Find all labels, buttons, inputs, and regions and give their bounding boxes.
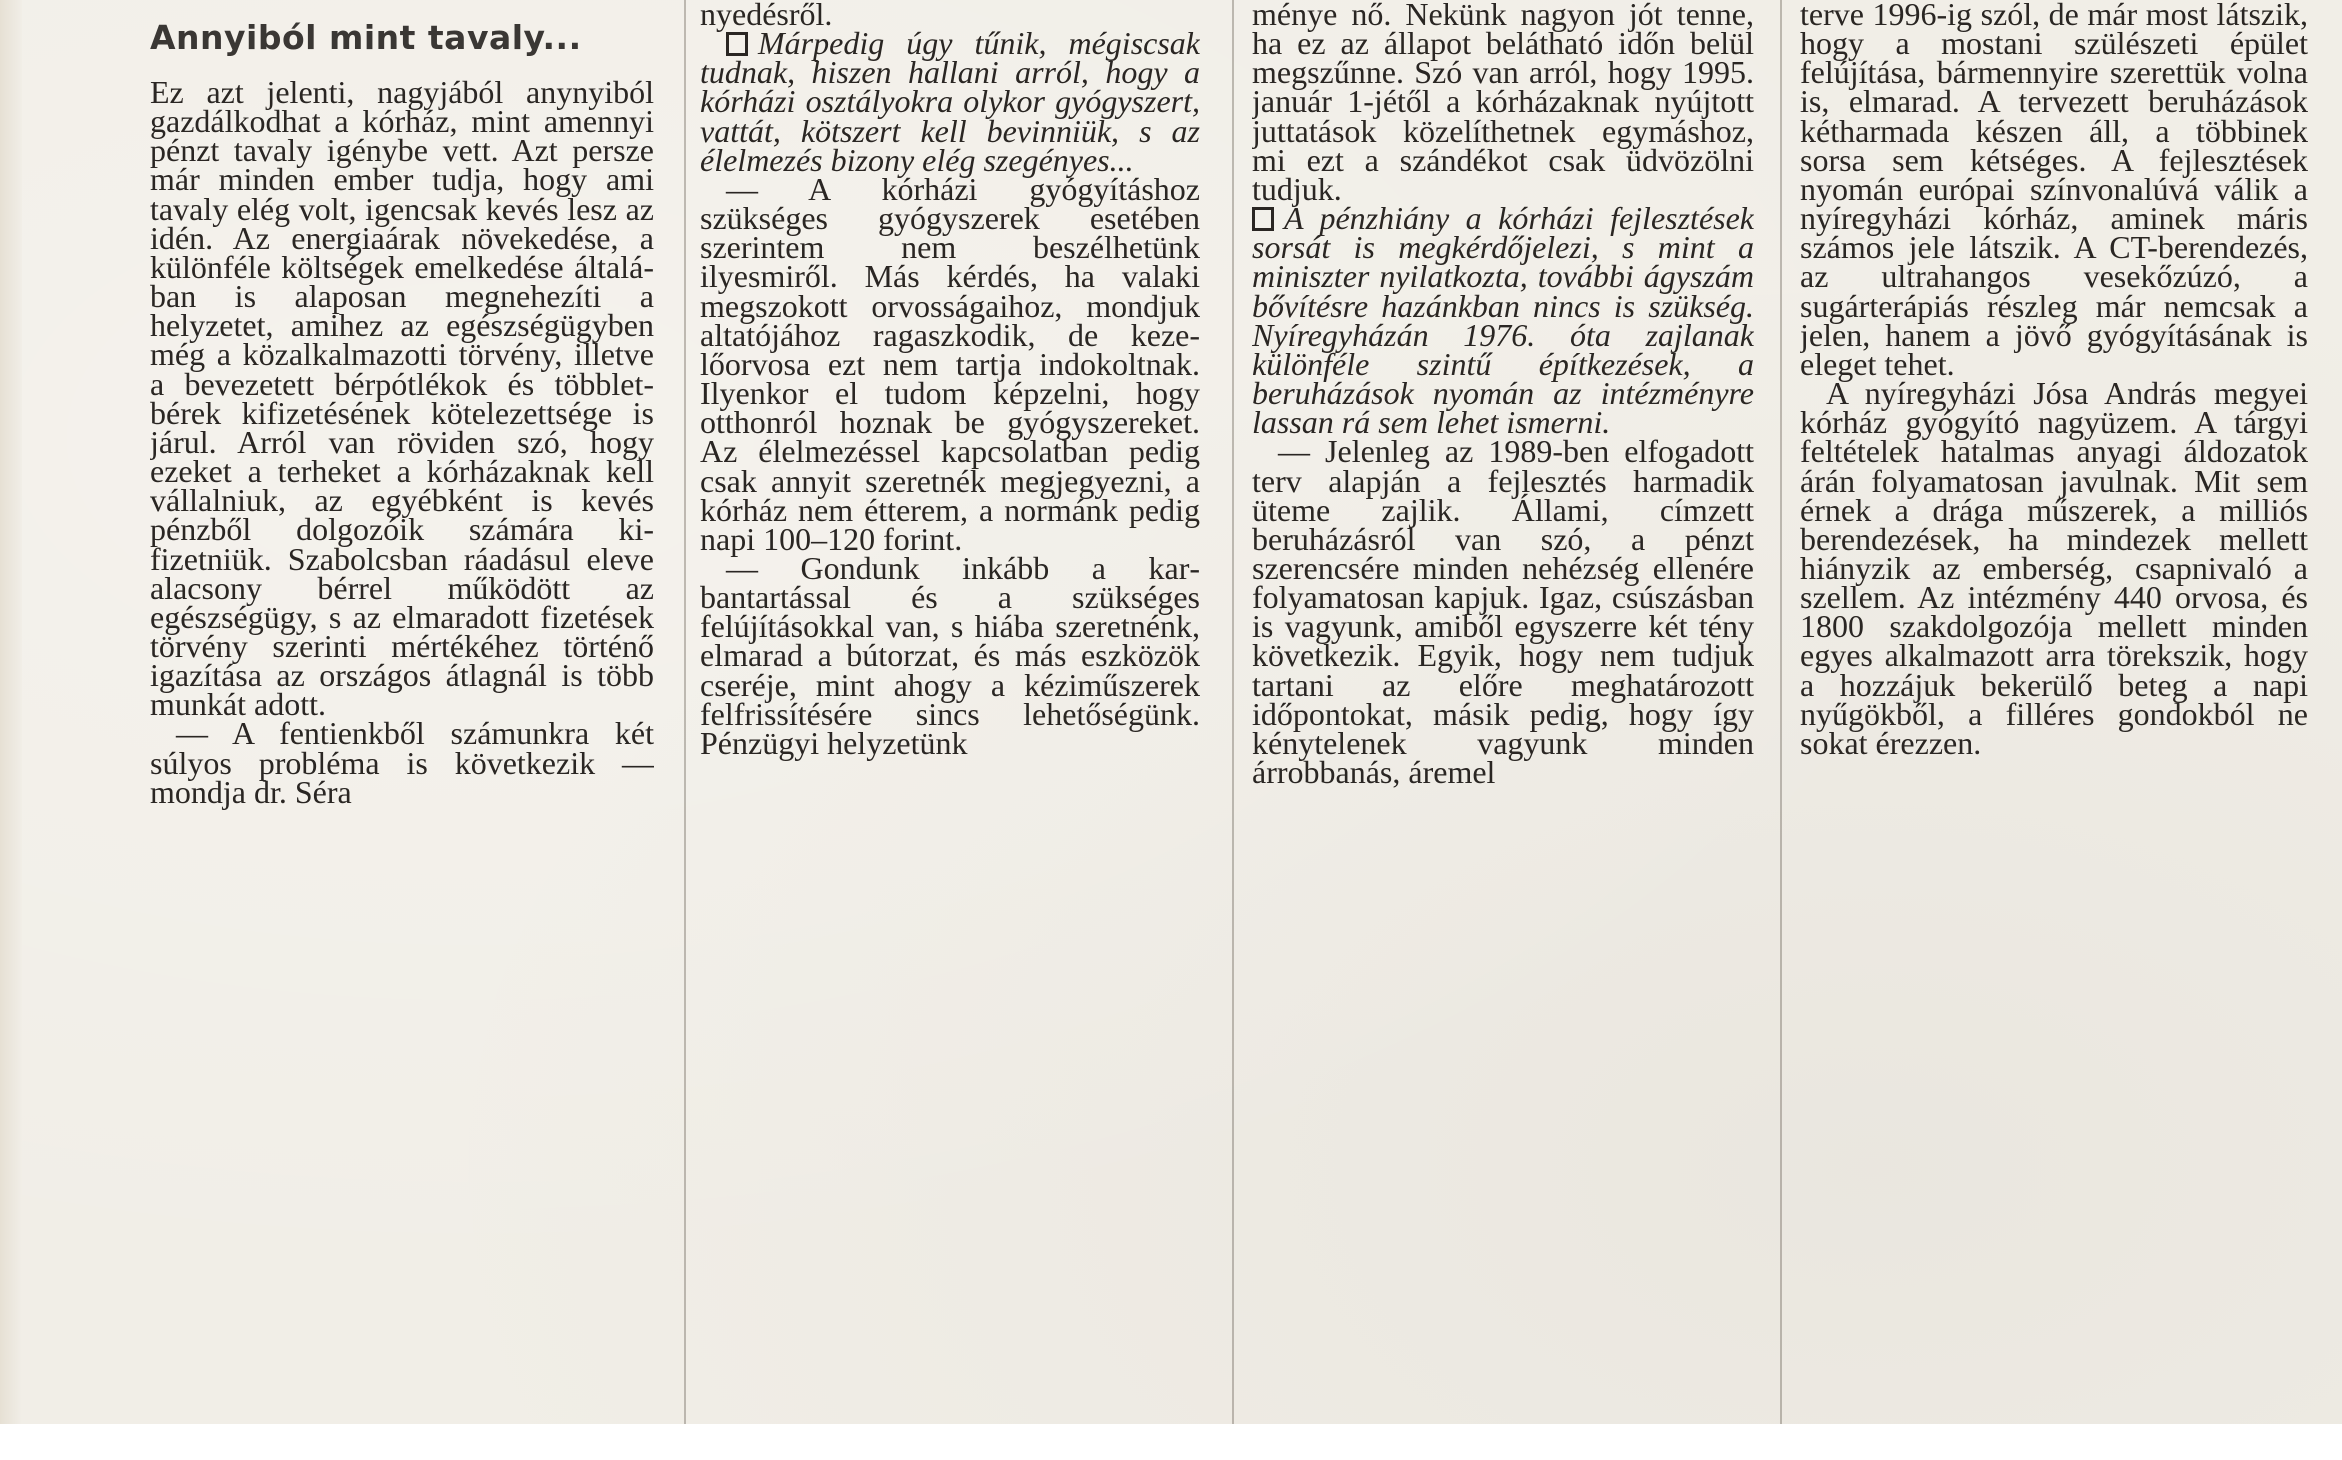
scan-bottom-margin <box>0 1424 2342 1460</box>
scan-edge <box>0 0 22 1460</box>
column-rule <box>1780 0 1782 1424</box>
body-paragraph: A nyíregyházi Jósa András megyei kórház gyógyító nagyüzem. A tárgyi feltételek hatalmas anyagi áldozatok árán folyamatosan javulnak. Mit sem érnek a drága műszerek, a milliós berendezések, ha mindezek mellett hiányzik az emberség, csapnivaló a szellem. Az intézmény 440 orvosa, és 1800 szakdolgozója mellett minden egyes alkalmazott arra törekszik, hogy a hozzájuk bekerülő beteg a napi nyűgökből, a filléres gondokból ne sokat érezzen. <box>1800 375 2308 761</box>
article-column-3 <box>1252 0 1754 1424</box>
interviewer-question <box>1252 200 1754 441</box>
body-paragraph: — Gondunk inkább a karbantartással és a szükséges felújításokkal van, s hiába szeretnénk, elmarad a bútorzat, és más eszközök cseréje, mint ahogy a kéziműszerek felfrissítésére sincs lehetőségünk. Pénzügyi helyzetünk <box>700 549 1200 761</box>
interviewer-question <box>700 25 1200 178</box>
article-column-4 <box>1800 0 2308 1424</box>
body-paragraph-continued: terve 1996-ig szól, de már most látszik, hogy a mostani szülészeti épület felújítása, bármennyire szerettük volna is, elmarad. A tervezett beruházások kétharmada készen áll, a többinek sorsa sem kétséges. A fejlesztések nyomán európai színvonalúvá válik a nyíregyházi kórház, aminek máris számos jele látszik. A CT-berendezés, az ultrahangos vesekőzúzó, a sugárterápiás részleg már nemcsak a jelen, hanem a jövő gyógyításának is eleget tehet. <box>1800 0 2308 382</box>
body-paragraph: — Jelenleg az 1989-ben elfogadott terv alapján a fejlesztés harmadik üteme zajlik. Állami, címzett beruházásról van szó, a pénzt szerencsére minden nehézség ellenére folyamatosan kapjuk. Igaz, csúszásban is vagyunk, amiből egyszerre két tény következik. Egyik, hogy nem tudjuk tartani az előre meghatározott időpontokat, másik pedig, hogy így kénytelenek vagyunk minden árrobbanás, áremel <box>1252 433 1754 791</box>
question-text: A pénzhiány a kórházi fejlesztések sorsát is megkérdőjelezi, s mint a miniszter nyilatkozta, további ágyszám bővítésre hazánkban nincs is szükség. Nyíregyházán 1976. óta zajlanak különféle szintű építkezések, a beruházások nyomán az intézményre lassan rá sem lehet ismerni. <box>1252 200 1754 441</box>
body-paragraph: — A fentienkből számunkra két súlyos probléma is következik — mondja dr. Séra <box>150 715 654 810</box>
article-column-1 <box>150 0 654 1444</box>
body-paragraph-continued: ménye nő. Nekünk nagyon jót tenne, ha ez az állapot belátható időn belül megszűnne. Szó van arról, hogy 1995. január 1-jétől a kórházaknak nyújtott juttatások közelíthetnek egymáshoz, mi ezt a szándékot csak üdvözölni tudjuk. <box>1252 0 1754 207</box>
question-marker-icon <box>1252 207 1274 231</box>
question-text: Márpedig úgy tűnik, mégiscsak tudnak, hiszen hallani arról, hogy a kórházi osztályokra olykor gyógyszert, vattát, kötszert kell bevinniük, s az élelmezés bizony elég szegényes... <box>700 25 1200 178</box>
body-paragraph-continued: nyedésről. <box>700 0 833 32</box>
column-rule <box>684 0 686 1424</box>
article-headline: Annyiból mint tavaly... <box>150 18 582 57</box>
column-rule <box>1232 0 1234 1424</box>
question-marker-icon <box>726 32 748 56</box>
body-paragraph: Ez azt jelenti, nagyjából anynyiból gazdálkodhat a kórház, mint amennyi pénzt tavaly igénybe vett. Azt persze már minden ember tudja, hogy ami tavaly elég volt, igencsak kevés lesz az idén. Az energiaárak növekedése, a különféle költségek emelkedése általában is alaposan megnehezíti a helyzetet, amihez az egészségügyben még a közalkalmazotti törvény, illetve a bevezetett bérpótlékok és többletbérek kifizetésének kötelezettsége is járul. Arról van röviden szó, hogy ezeket a terheket a kórházaknak kell vállalniuk, az egyébként is kevés pénzből dolgozóik számára kifizetniük. Szabolcsban ráadásul eleve alacsony bérrel működött az egészségügy, s az elmaradott fizetések törvény szerinti mértékéhez történő igazítása az országos átlagnál is több munkát adott. <box>150 74 654 723</box>
article-column-2 <box>700 0 1200 1424</box>
body-paragraph: — A kórházi gyógyításhoz szükséges gyógyszerek esetében szerintem nem beszélhetünk ilyesmiről. Más kérdés, ha valaki megszokott orvosságaihoz, mondjuk altatójához ragaszkodik, de kezelőorvosa ezt nem tartja indokoltnak. Ilyenkor el tudom képzelni, hogy otthonról hoznak be gyógyszereket. Az élelmezéssel kapcsolatban pedig csak annyit szeretnék megjegyezni, a kórház nem étterem, a normánk pedig napi 100–120 forint. <box>700 170 1200 557</box>
